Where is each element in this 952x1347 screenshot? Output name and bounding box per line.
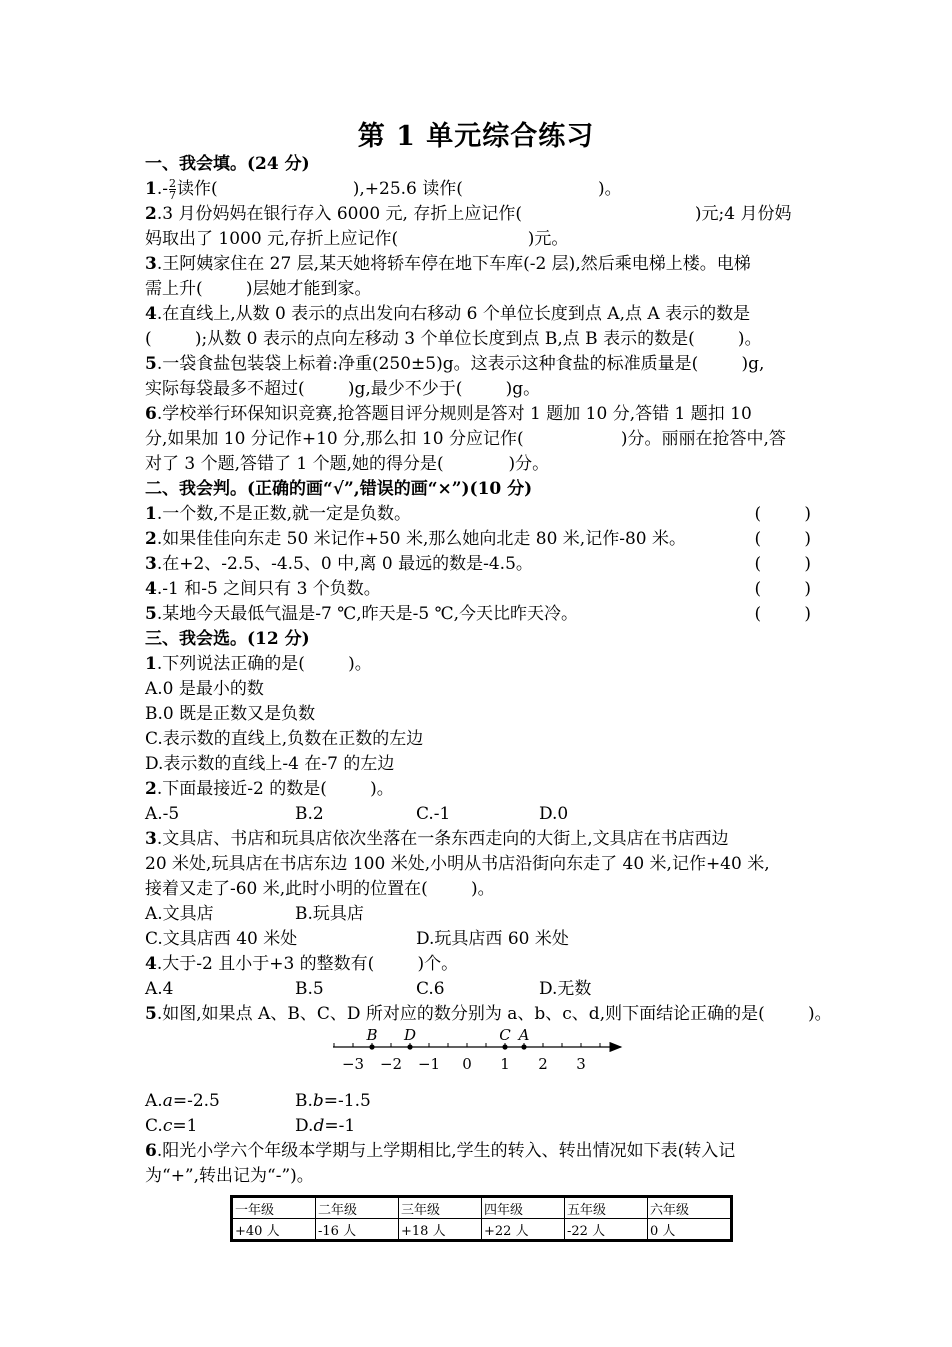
s1-q6-line1 (145, 402, 815, 427)
question-text: .在+2、-2.5、-4.5、0 中,离 0 最远的数是-4.5。 (156, 554, 533, 574)
s3-q5-options-cd (145, 1114, 815, 1139)
choice-d[interactable]: D.表示数的直线上-4 在-7 的左边 (145, 754, 395, 774)
s1-q1 (145, 177, 815, 202)
question-text: .王阿姨家住在 27 层,某天她将轿车停在地下车库(-2 层),然后乘电梯上楼。电梯 (156, 254, 751, 274)
transfer-table (230, 1195, 733, 1242)
tick-label: 1 (500, 1055, 510, 1073)
tick-label: 2 (538, 1055, 548, 1073)
question-number: 4 (145, 954, 157, 974)
choice-a[interactable]: A.文具店 (145, 904, 214, 924)
section-1-heading: 一、我会填。(24 分) (145, 154, 310, 174)
variable: a (162, 1091, 173, 1111)
s1-q6-line2: 分,如果加 10 分记作+10 分,那么扣 10 分应记作( )分。丽丽在抢答中,答 (145, 429, 786, 449)
tick-label: 3 (576, 1055, 586, 1073)
s3-q5-stem (145, 1002, 832, 1027)
question-text: .一袋食盐包装袋上标着:净重(250±5)g。这表示这种食盐的标准质量是( )g, (156, 354, 765, 374)
table-header-cell: 六年级 (648, 1197, 732, 1219)
tick-label: −2 (379, 1055, 403, 1073)
table-cell: -22 人 (565, 1219, 648, 1241)
s3-q5-options-ab (145, 1089, 815, 1114)
s3-q4-stem (145, 952, 815, 977)
s1-q3-line1 (145, 252, 815, 277)
table-cell: +18 人 (399, 1219, 482, 1241)
s1-q4-line2: ( );从数 0 表示的点向左移动 3 个单位长度到点 B,点 B 表示的数是( )。 (145, 329, 762, 349)
s3-q6-line2: 为“+”,转出记为“-”)。 (145, 1166, 314, 1186)
table-header-row (232, 1197, 732, 1219)
choice-a[interactable]: A.-5 (145, 804, 180, 824)
variable: c (162, 1116, 173, 1136)
question-text: .大于-2 且小于+3 的整数有( )个。 (156, 954, 459, 974)
choice-letter: A. (145, 1091, 163, 1111)
page-title: 第 1 单元综合练习 (357, 121, 595, 152)
question-number: 6 (145, 404, 157, 424)
choice-d[interactable]: D.玩具店西 60 米处 (416, 929, 569, 949)
table-header-cell: 二年级 (316, 1197, 399, 1219)
s3-q3-line3: 接着又走了-60 米,此时小明的位置在( )。 (145, 879, 495, 899)
s3-q3-line2: 20 米处,玩具店在书店东边 100 米处,小明从书店沿街向东走了 40 米,记作+40 米, (145, 854, 770, 874)
worksheet-content (145, 152, 832, 1242)
point-label: C (499, 1027, 511, 1044)
choice-c[interactable]: C.表示数的直线上,负数在正数的左边 (145, 729, 424, 749)
tick-label: 0 (462, 1055, 472, 1073)
choice-value: =-2.5 (172, 1091, 220, 1111)
question-number: 1 (145, 654, 157, 674)
choice-value: =-1.5 (323, 1091, 371, 1111)
choice-c[interactable]: C.-1 (416, 804, 451, 824)
s3-q6-line1 (145, 1139, 815, 1164)
s1-q5-line1 (145, 352, 815, 377)
answer-parens[interactable]: ( ) (754, 554, 811, 574)
point-label: B (366, 1027, 378, 1044)
choice-value: =-1 (324, 1116, 356, 1136)
point-a (521, 1044, 526, 1049)
point-d (407, 1044, 412, 1049)
s3-q2-stem (145, 777, 815, 802)
question-text: .文具店、书店和玩具店依次坐落在一条东西走向的大街上,文具店在书店西边 (156, 829, 729, 849)
variable: b (312, 1091, 324, 1111)
question-number: 3 (145, 829, 157, 849)
s1-q2-line2: 妈取出了 1000 元,存折上应记作( )元。 (145, 229, 569, 249)
point-label: D (403, 1027, 417, 1044)
choice-b[interactable]: B.5 (295, 979, 324, 999)
table-header-cell: 三年级 (399, 1197, 482, 1219)
question-text: .某地今天最低气温是-7 ℃,昨天是-5 ℃,今天比昨天冷。 (156, 604, 579, 624)
s1-q3-line2: 需上升( )层她才能到家。 (145, 279, 372, 299)
question-text: .学校举行环保知识竞赛,抢答题目评分规则是答对 1 题加 10 分,答错 1 题扣 10 (156, 404, 752, 424)
answer-parens[interactable]: ( ) (754, 604, 811, 624)
choice-d[interactable]: D.0 (539, 804, 569, 824)
choice-b[interactable]: B.0 既是正数又是负数 (145, 704, 316, 724)
question-text: .-1 和-5 之间只有 3 个负数。 (156, 579, 381, 599)
fraction-denominator: 7 (169, 189, 176, 202)
s1-q4-line1 (145, 302, 815, 327)
question-number: 5 (145, 354, 157, 374)
s2-item-3 (145, 552, 815, 577)
choice-b[interactable] (295, 1089, 371, 1114)
question-number: 2 (145, 204, 157, 224)
table-cell: +40 人 (232, 1219, 316, 1241)
question-text: .阳光小学六个年级本学期与上学期相比,学生的转入、转出情况如下表(转入记 (156, 1141, 736, 1161)
variable: d (313, 1116, 325, 1136)
s2-item-2 (145, 527, 815, 552)
table-cell: +22 人 (482, 1219, 565, 1241)
table-cell: 0 人 (648, 1219, 732, 1241)
choice-c[interactable]: C.文具店西 40 米处 (145, 929, 298, 949)
question-number: 3 (145, 554, 157, 574)
choice-d[interactable] (295, 1114, 355, 1139)
choice-b[interactable]: B.玩具店 (295, 904, 364, 924)
fraction-numerator: 2 (169, 177, 176, 190)
table-row (232, 1219, 732, 1241)
s3-q3-options-cd (145, 927, 815, 952)
question-number: 1 (145, 504, 157, 524)
question-number: 3 (145, 254, 157, 274)
choice-value: =1 (172, 1116, 198, 1136)
choice-a[interactable] (145, 1089, 220, 1114)
question-text: .如果佳佳向东走 50 米记作+50 米,那么她向北走 80 米,记作-80 米。 (156, 529, 686, 549)
number-line-figure (145, 1027, 815, 1089)
s3-q1-stem (145, 652, 815, 677)
tick-label: −1 (417, 1055, 441, 1073)
question-text: .一个数,不是正数,就一定是负数。 (156, 504, 412, 524)
question-number: 2 (145, 779, 157, 799)
choice-c[interactable]: C.6 (416, 979, 445, 999)
s3-q2-options (145, 802, 815, 827)
s3-q3-line1 (145, 827, 815, 852)
point-c (502, 1044, 507, 1049)
s1-q6-line3: 对了 3 个题,答错了 1 个题,她的得分是( )分。 (145, 454, 550, 474)
choice-c[interactable] (145, 1114, 197, 1139)
choice-a[interactable]: A.4 (145, 979, 174, 999)
question-text: .如图,如果点 A、B、C、D 所对应的数分别为 a、b、c、d,则下面结论正确的是( )。 (156, 1004, 832, 1024)
question-number: 4 (145, 304, 157, 324)
s2-item-5 (145, 602, 815, 627)
question-number: 5 (145, 1004, 157, 1024)
tick-label: −3 (341, 1055, 365, 1073)
question-number: 2 (145, 529, 157, 549)
choice-a[interactable]: A.0 是最小的数 (145, 679, 264, 699)
table-header-cell: 一年级 (232, 1197, 316, 1219)
s1-q2-line1 (145, 202, 815, 227)
choice-letter: C. (145, 1116, 163, 1136)
question-text: .3 月份妈妈在银行存入 6000 元, 存折上应记作( )元;4 月份妈 (156, 204, 792, 224)
table-header-cell: 五年级 (565, 1197, 648, 1219)
question-number: 6 (145, 1141, 157, 1161)
choice-letter: B. (295, 1091, 313, 1111)
question-number: 1 (145, 179, 157, 199)
question-number: 4 (145, 579, 157, 599)
answer-parens[interactable]: ( ) (754, 529, 811, 549)
question-text: .下面最接近-2 的数是( )。 (156, 779, 394, 799)
s1-q5-line2: 实际每袋最多不超过( )g,最少不少于( )g。 (145, 379, 541, 399)
section-3-heading: 三、我会选。(12 分) (145, 629, 310, 649)
answer-parens[interactable]: ( ) (754, 579, 811, 599)
point-label: A (518, 1027, 530, 1044)
table-cell: -16 人 (316, 1219, 399, 1241)
section-2-heading: 二、我会判。(正确的画“√”,错误的画“×”)(10 分) (145, 479, 533, 499)
s2-item-1 (145, 502, 815, 527)
number-line (145, 1027, 815, 1089)
q1-prefix: .- (156, 179, 168, 199)
table-header-cell: 四年级 (482, 1197, 565, 1219)
point-b (369, 1044, 374, 1049)
question-number: 5 (145, 604, 157, 624)
q1-text: 读作( ),+25.6 读作( )。 (177, 179, 622, 199)
fraction (169, 178, 176, 201)
s3-q4-options (145, 977, 815, 1002)
s2-item-4 (145, 577, 815, 602)
question-text: .在直线上,从数 0 表示的点出发向右移动 6 个单位长度到点 A,点 A 表示的数是 (156, 304, 751, 324)
question-text: .下列说法正确的是( )。 (156, 654, 372, 674)
answer-parens[interactable]: ( ) (754, 504, 811, 524)
choice-d[interactable]: D.无数 (539, 979, 592, 999)
choice-b[interactable]: B.2 (295, 804, 324, 824)
choice-letter: D. (295, 1116, 314, 1136)
s3-q3-options-ab (145, 902, 815, 927)
